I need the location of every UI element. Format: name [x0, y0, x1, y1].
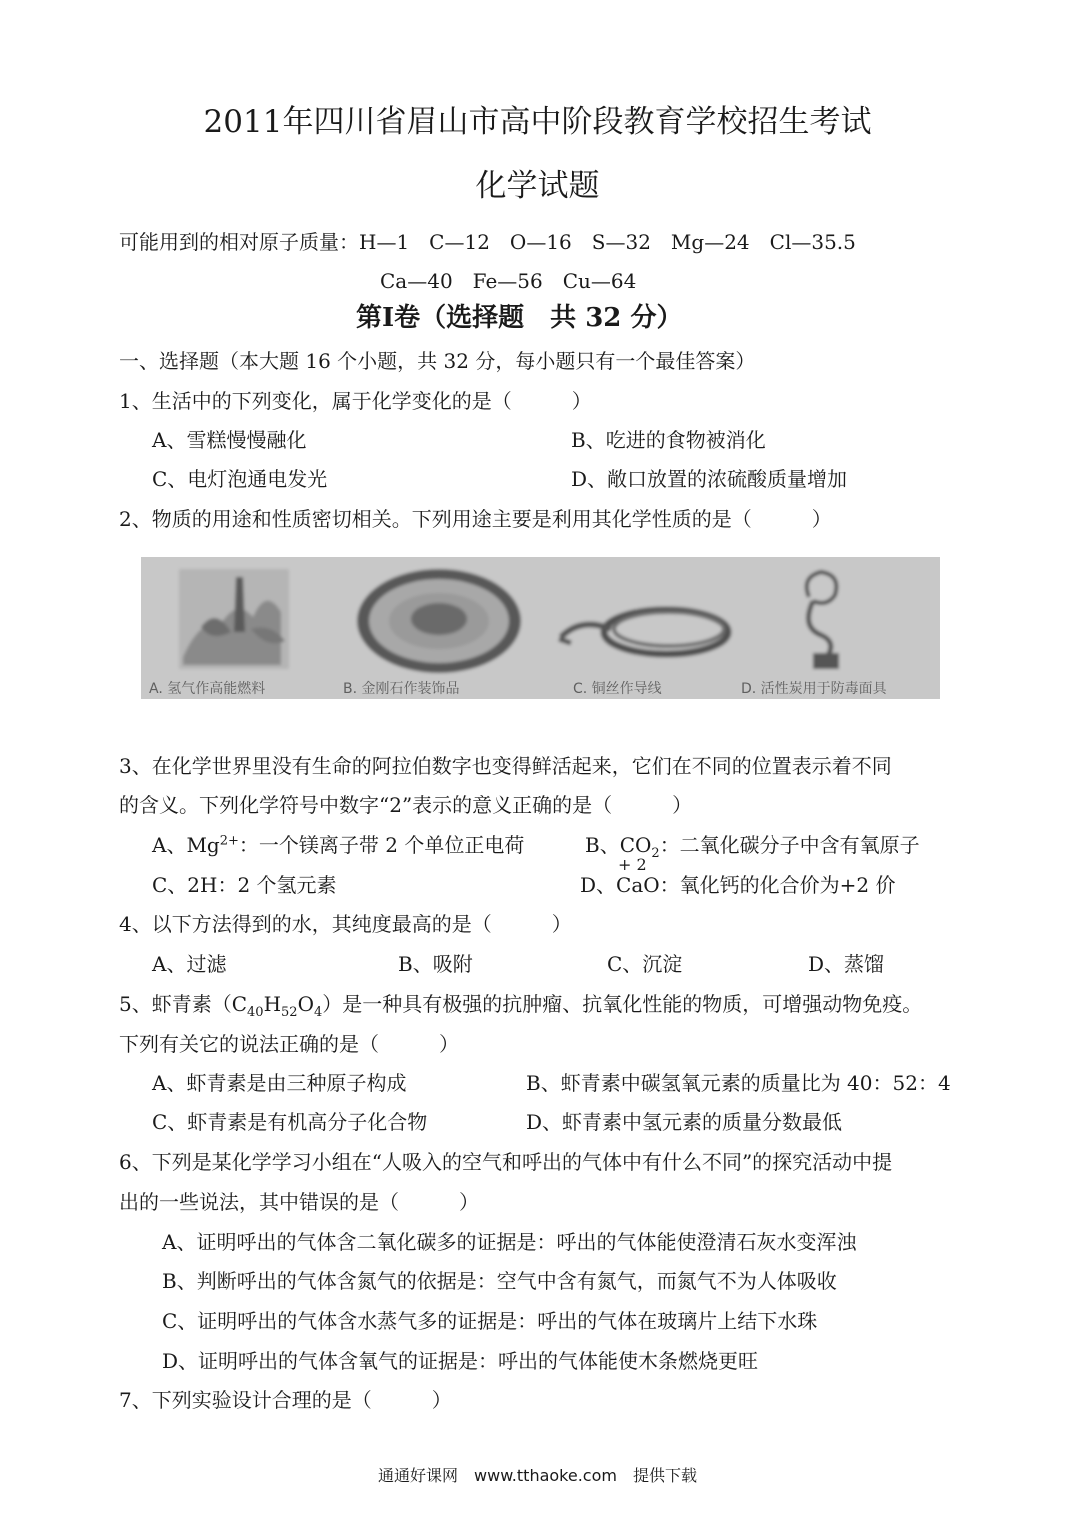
- exam-title: 2011年四川省眉山市高中阶段教育学校招生考试: [203, 104, 872, 140]
- atomic-mass-values-1: H—1 C—12 O—16 S—32 Mg—24 Cl—35.5: [359, 230, 856, 254]
- atomic-mass-label: 可能用到的相对原子质量：: [119, 230, 359, 254]
- q5-sub-o: 4: [313, 1005, 323, 1020]
- q3-option-d: [580, 855, 896, 898]
- q5-sub-c: 40: [247, 1005, 264, 1020]
- part-heading: 一、选择题（本大题 16 个小题，共 32 分，每小题只有一个最佳答案）: [119, 349, 756, 373]
- q3-a-charge: 2+: [219, 833, 239, 849]
- q3-stem-line-1: 3、在化学世界里没有生命的阿拉伯数字也变得鲜活起来，它们在不同的位置表示着不同: [119, 754, 892, 778]
- q3-d-symbol: CaO: [616, 873, 660, 897]
- q6-option-c: C、证明呼出的气体含水蒸气多的证据是：呼出的气体在玻璃片上结下水珠: [162, 1309, 818, 1333]
- q1-option-b: B、吃进的食物被消化: [571, 428, 766, 452]
- q2-photo-drawing: [141, 557, 940, 699]
- q5-option-a: A、虾青素是由三种原子构成: [152, 1071, 407, 1095]
- q3-b-subscript: 2: [651, 846, 660, 861]
- q6-option-d: D、证明呼出的气体含氧气的证据是：呼出的气体能使木条燃烧更旺: [162, 1349, 759, 1373]
- q1-option-c: C、电灯泡通电发光: [152, 467, 328, 491]
- q5-option-c: C、虾青素是有机高分子化合物: [152, 1110, 428, 1134]
- q5-stem-post: ）是一种具有极强的抗肿瘤、抗氧化性能的物质，可增强动物免疫。: [322, 992, 923, 1016]
- atomic-mass-line-2: Ca—40 Fe—56 Cu—64: [380, 269, 637, 293]
- q5-stem-pre: 5、虾青素（C: [119, 992, 248, 1016]
- q6-stem-line-1: 6、下列是某化学学习小组在“人吸入的空气和呼出的气体中有什么不同”的探究活动中提: [119, 1150, 893, 1174]
- page-footer: 通通好课网 www.tthaoke.com 提供下载: [378, 1466, 697, 1485]
- q6-option-a: A、证明呼出的气体含二氧化碳多的证据是：呼出的气体能使澄清石灰水变浑浊: [162, 1230, 857, 1254]
- q2-caption-d: D. 活性炭用于防毒面具: [741, 681, 887, 697]
- q3-d-prefix: D、: [580, 873, 617, 897]
- q3-d-valence: + 2: [618, 855, 647, 874]
- q1-option-a: A、雪糕慢慢融化: [152, 428, 307, 452]
- q4-option-a: A、过滤: [152, 952, 227, 976]
- q7-stem: 7、下列实验设计合理的是（ ）: [119, 1388, 452, 1412]
- q1-stem: 1、生活中的下列变化，属于化学变化的是（ ）: [119, 389, 592, 413]
- q2-stem: 2、物质的用途和性质密切相关。下列用途主要是利用其化学性质的是（ ）: [119, 507, 832, 531]
- q5-sub-h: 52: [281, 1005, 298, 1020]
- q5-h: H: [263, 992, 282, 1016]
- q3-a-symbol: A、Mg: [152, 833, 220, 857]
- q4-option-c: C、沉淀: [607, 952, 683, 976]
- exam-subtitle: 化学试题: [475, 168, 600, 204]
- q6-option-b: B、判断呼出的气体含氮气的依据是：空气中含有氮气，而氮气不为人体吸收: [162, 1269, 837, 1293]
- q1-option-d: D、敞口放置的浓硫酸质量增加: [571, 467, 848, 491]
- atomic-mass-line-1: [119, 226, 856, 255]
- q2-caption-a: A. 氢气作高能燃料: [149, 681, 266, 697]
- q4-stem: 4、以下方法得到的水，其纯度最高的是（ ）: [119, 912, 572, 936]
- q5-stem-line-1: [119, 988, 922, 1020]
- q3-stem-line-2: 的含义。下列化学符号中数字“2”表示的意义正确的是（ ）: [119, 793, 693, 817]
- q4-option-d: D、蒸馏: [808, 952, 885, 976]
- q3-b-text: ：二氧化碳分子中含有氧原子: [659, 833, 920, 857]
- q5-option-b: B、虾青素中碳氢氧元素的质量比为 40：52：4: [526, 1071, 951, 1095]
- q3-option-a: [152, 829, 524, 858]
- q2-caption-b: B. 金刚石作装饰品: [343, 681, 460, 697]
- q3-b-symbol: B、CO: [585, 833, 652, 857]
- q2-caption-c: C. 铜丝作导线: [573, 681, 662, 697]
- rocket-launch-image: [179, 569, 289, 669]
- q5-option-d: D、虾青素中氢元素的质量分数最低: [526, 1110, 843, 1134]
- q5-stem-line-2: 下列有关它的说法正确的是（ ）: [119, 1032, 459, 1056]
- section-heading: 第Ⅰ卷（选择题 共 32 分）: [356, 303, 683, 333]
- q3-d-text: ：氧化钙的化合价为+2 价: [659, 873, 896, 897]
- q4-option-b: B、吸附: [398, 952, 473, 976]
- q5-o: O: [297, 992, 314, 1016]
- q6-stem-line-2: 出的一些说法，其中错误的是（ ）: [119, 1190, 479, 1214]
- q3-a-text: ：一个镁离子带 2 个单位正电荷: [238, 833, 525, 857]
- q3-option-c: C、2H：2 个氢元素: [152, 873, 337, 897]
- q2-options-photo: [141, 557, 940, 699]
- q3-d-valence-group: [616, 855, 660, 897]
- diamond-ring-image: [357, 569, 521, 673]
